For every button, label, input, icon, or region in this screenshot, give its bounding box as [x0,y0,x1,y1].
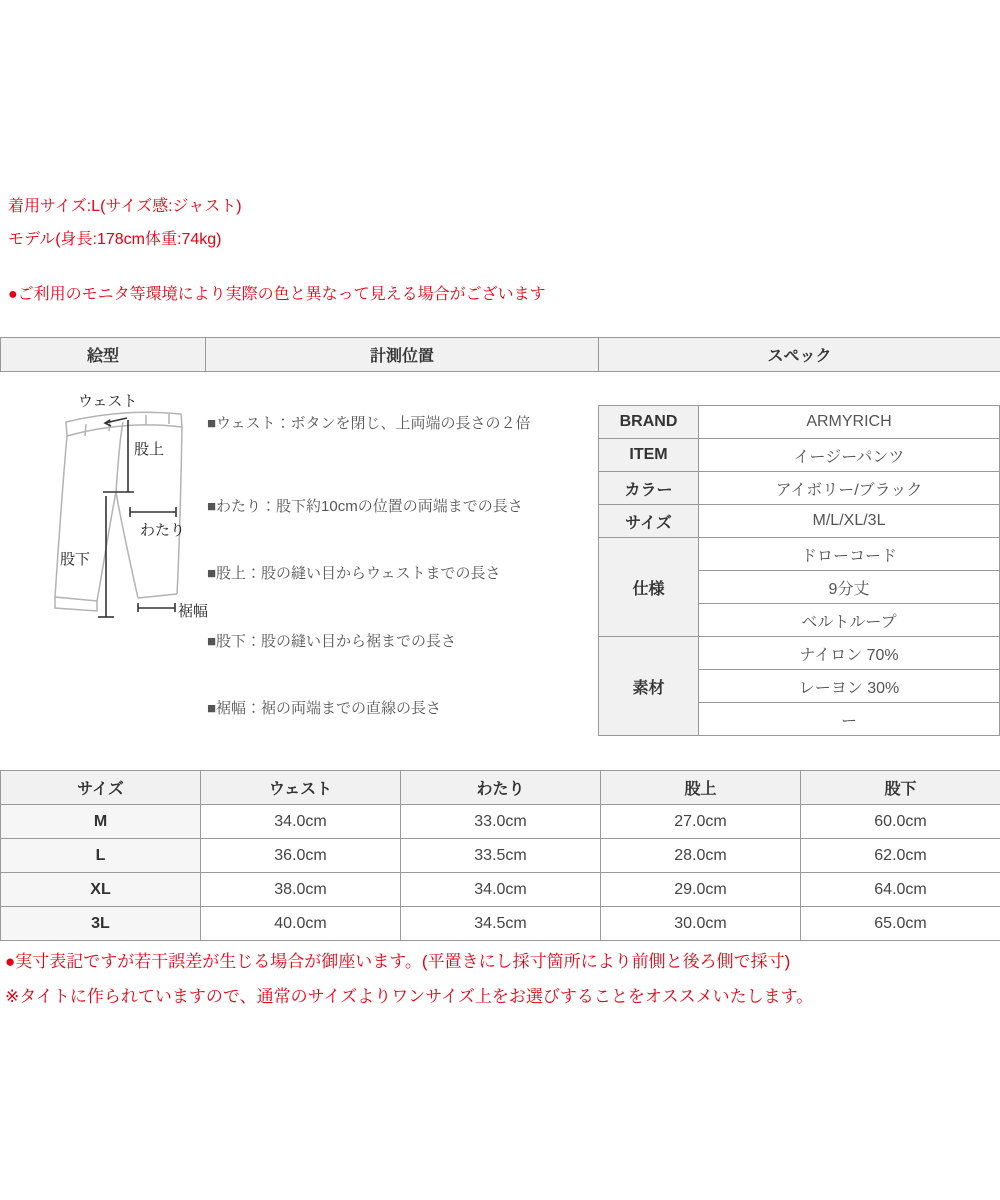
size-cell-waist: 36.0cm [201,839,401,873]
spec-row-material-1 [599,637,1000,670]
size-cell-thigh: 34.5cm [401,907,601,941]
spec-value-material-1: ナイロン 70% [699,637,1000,670]
size-header-rise: 股上 [601,771,801,805]
spec-value-material-3: ー [699,703,1000,736]
size-cell-inseam: 60.0cm [801,805,1000,839]
size-cell-waist: 40.0cm [201,907,401,941]
size-cell-inseam: 65.0cm [801,907,1000,941]
spec-label-feature: 仕様 [599,538,699,637]
measure-header-table [0,337,1000,372]
header-col-position: 計測位置 [206,338,599,372]
spec-label-brand: BRAND [599,406,699,439]
size-cell-thigh: 34.0cm [401,873,601,907]
size-cell-rise: 29.0cm [601,873,801,907]
spec-row-color [599,472,1000,505]
wearing-info-block [8,190,242,256]
spec-row-item [599,439,1000,472]
spec-value-feature-2: 9分丈 [699,571,1000,604]
size-row-m [1,805,1000,839]
pants-diagram [48,392,213,647]
size-cell-label: XL [1,873,201,907]
measurement-descriptions [207,371,599,761]
spec-value-item: イージーパンツ [699,439,1000,472]
desc-hem: ■裾幅：裾の両端までの直線の長さ [207,700,442,717]
size-cell-inseam: 62.0cm [801,839,1000,873]
size-header-waist: ウェスト [201,771,401,805]
size-header-thigh: わたり [401,771,601,805]
size-table-header-row [1,771,1000,805]
spec-label-material: 素材 [599,637,699,736]
desc-inseam: ■股下：股の縫い目から裾までの長さ [207,633,457,650]
desc-rise: ■股上：股の縫い目からウェストまでの長さ [207,565,501,582]
size-cell-rise: 27.0cm [601,805,801,839]
size-cell-rise: 28.0cm [601,839,801,873]
size-row-xl [1,873,1000,907]
diagram-thigh-label: わたり [140,522,186,539]
spec-label-item: ITEM [599,439,699,472]
spec-table [598,405,1000,736]
size-cell-thigh: 33.0cm [401,805,601,839]
size-header-size: サイズ [1,771,201,805]
waistband-shape [66,412,182,436]
spec-value-feature-1: ドローコード [699,538,1000,571]
spec-label-color: カラー [599,472,699,505]
diagram-rise-label: 股上 [134,441,165,458]
diagram-waist-label: ウェスト [78,393,138,410]
diagram-hem-label: 裾幅 [178,603,209,620]
wearing-size-text: 着用サイズ:L(サイズ感:ジャスト) [8,198,242,215]
diagram-inseam-label: 股下 [60,551,91,568]
spec-row-size [599,505,1000,538]
size-cell-inseam: 64.0cm [801,873,1000,907]
desc-waist: ■ウェスト：ボタンを閉じ、上両端の長さの２倍 [207,415,531,432]
spec-label-size: サイズ [599,505,699,538]
model-info-text: モデル(身長:178cm体重:74kg) [8,231,222,248]
spec-row-feature-1 [599,538,1000,571]
header-col-spec: スペック [599,338,1000,372]
size-row-3l [1,907,1000,941]
spec-value-size: M/L/XL/3L [699,505,1000,538]
fit-advice-note: ※タイトに作られていますので、通常のサイズよりワンサイズ上をお選びすることをオススメいたします。 [5,987,814,1006]
bottom-notes [5,944,813,1014]
size-cell-label: M [1,805,201,839]
size-header-inseam: 股下 [801,771,1000,805]
header-col-drawing: 絵型 [1,338,206,372]
spec-value-color: アイボリー/ブラック [699,472,1000,505]
spec-value-feature-3: ベルトループ [699,604,1000,637]
size-cell-waist: 34.0cm [201,805,401,839]
accuracy-note: ●実寸表記ですが若干誤差が生じる場合が御座います。(平置きにし採寸箇所により前側と後ろ側で採寸) [5,952,791,971]
size-table [0,770,1000,941]
size-row-l [1,839,1000,873]
spec-value-material-2: レーヨン 30% [699,670,1000,703]
monitor-color-note: ●ご利用のモニタ等環境により実際の色と異なって見える場合がございます [8,286,546,303]
spec-value-brand: ARMYRICH [699,406,1000,439]
size-cell-rise: 30.0cm [601,907,801,941]
measure-header-row [1,338,1000,372]
desc-thigh: ■わたり：股下約10cmの位置の両端までの長さ [207,498,523,515]
pants-diagram-svg [48,392,213,647]
size-cell-label: 3L [1,907,201,941]
size-cell-waist: 38.0cm [201,873,401,907]
size-cell-thigh: 33.5cm [401,839,601,873]
size-cell-label: L [1,839,201,873]
spec-row-brand [599,406,1000,439]
